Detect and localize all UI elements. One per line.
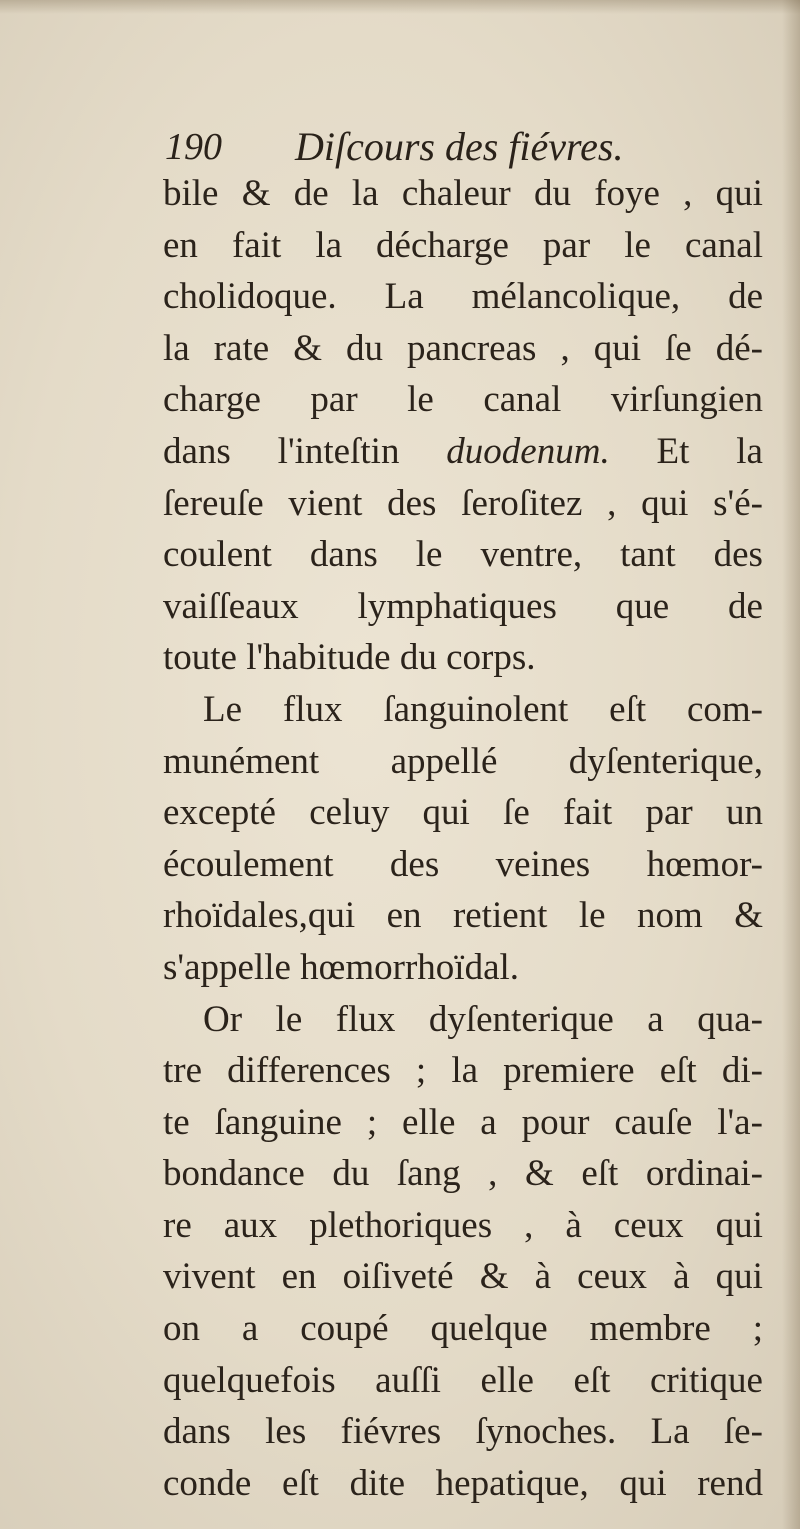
word: écoulement	[163, 843, 334, 885]
word: en	[386, 895, 422, 937]
word: ,	[524, 1204, 534, 1246]
word: flux	[335, 998, 396, 1040]
word: ;	[366, 1101, 378, 1143]
word: dite	[349, 1462, 406, 1504]
word: &	[524, 1153, 554, 1195]
text-line	[163, 478, 763, 530]
word: mélancolique,	[471, 276, 681, 318]
word: di-	[721, 1050, 763, 1092]
text-line	[163, 787, 763, 839]
word: te	[163, 1101, 190, 1143]
word: dans	[309, 534, 378, 576]
word: que	[615, 585, 670, 627]
word: par	[542, 224, 591, 266]
word: en	[163, 224, 198, 266]
word: elle	[480, 1359, 534, 1401]
word: du	[345, 327, 383, 369]
word: aux	[223, 1204, 278, 1246]
word: qui	[715, 1256, 763, 1298]
word: retient	[452, 895, 548, 937]
word: membre	[589, 1308, 711, 1350]
word: &	[293, 327, 322, 369]
word: ſanguinolent	[383, 688, 569, 730]
text-line	[163, 220, 763, 272]
word: qui	[619, 1462, 667, 1504]
word: bondance	[163, 1153, 305, 1195]
text-line	[163, 1406, 763, 1458]
word: a	[647, 998, 664, 1040]
word: eſt	[281, 1462, 319, 1504]
word: on	[163, 1308, 200, 1350]
word: &	[241, 173, 271, 214]
word: fiévres	[340, 1411, 442, 1453]
word: La	[384, 276, 424, 318]
text-line	[163, 1251, 763, 1303]
word: des	[387, 482, 437, 524]
word: cauſe	[614, 1101, 693, 1143]
word: le	[407, 379, 434, 421]
word: l'a-	[717, 1101, 763, 1143]
word: s'appelle	[163, 946, 301, 988]
word: à	[565, 1204, 582, 1246]
word: fait	[562, 792, 613, 834]
word: &	[734, 895, 763, 937]
word: cholidoque.	[163, 276, 337, 318]
text-line	[163, 374, 763, 426]
word: ſang	[396, 1153, 461, 1195]
word: canal	[684, 224, 763, 266]
word: virſungien	[610, 379, 763, 421]
word: re	[163, 1204, 192, 1246]
text-line	[163, 1097, 763, 1149]
word: premiere	[503, 1050, 635, 1092]
word: s'é-	[713, 482, 763, 524]
word: la	[315, 224, 343, 266]
word: fait	[231, 224, 282, 266]
word: rhoïdales,qui	[163, 895, 356, 937]
word: ſanguine	[214, 1101, 342, 1143]
word: quelquefois	[163, 1359, 336, 1401]
word: quelque	[430, 1308, 548, 1350]
word: dans	[163, 1411, 231, 1453]
word: en	[281, 1256, 317, 1298]
word: Le	[203, 688, 243, 730]
word: vaiſſeaux	[163, 585, 299, 627]
word: le	[624, 224, 651, 266]
word: hœmorrhoïdal.	[300, 946, 520, 988]
word: dé-	[715, 327, 763, 369]
word: auſſi	[375, 1359, 441, 1401]
word: le	[275, 998, 303, 1040]
word: rend	[697, 1462, 763, 1504]
word: qui	[715, 1204, 763, 1246]
word: conde	[163, 1462, 252, 1504]
word: &	[479, 1256, 509, 1298]
body-text	[163, 168, 763, 1509]
word: des	[713, 534, 763, 576]
word: à	[534, 1256, 552, 1298]
text-line	[163, 271, 763, 323]
word: Et	[656, 430, 690, 472]
word: l'habitude	[246, 637, 400, 679]
word: qui	[593, 327, 641, 369]
word: flux	[282, 688, 343, 730]
word: eſt	[659, 1050, 697, 1092]
word: ;	[752, 1308, 763, 1350]
page-header	[165, 122, 765, 172]
word: ;	[415, 1050, 427, 1092]
text-line	[163, 426, 763, 478]
word: toute	[163, 637, 247, 679]
word: celuy	[309, 792, 390, 834]
word: hepatique,	[435, 1462, 589, 1504]
word: bile	[163, 173, 219, 214]
word: ſeroſitez	[461, 482, 583, 524]
text-line	[163, 839, 763, 891]
page-edge-shadow	[782, 0, 800, 1529]
text-line	[163, 1303, 763, 1355]
running-title: Diſcours des fiévres.	[295, 124, 624, 169]
page-top-shadow	[0, 0, 800, 14]
word: du	[332, 1153, 370, 1195]
word: le	[578, 895, 606, 937]
word: Or	[203, 998, 243, 1040]
word: ordinai-	[645, 1153, 763, 1195]
word: dyſenterique,	[568, 740, 763, 782]
text-line	[163, 529, 763, 581]
word: vient	[288, 482, 363, 524]
word: un	[725, 792, 763, 834]
word: coupé	[300, 1308, 389, 1350]
word: la	[451, 1050, 479, 1092]
word: ſe	[665, 327, 692, 369]
text-line	[163, 890, 763, 942]
word: de	[728, 585, 763, 627]
word: ſynoches.	[475, 1411, 617, 1453]
word: ceux	[577, 1256, 648, 1298]
word: dans	[163, 430, 231, 472]
word: vivent	[163, 1256, 256, 1298]
word: du	[533, 173, 571, 214]
word: differences	[227, 1050, 391, 1092]
text-line	[163, 581, 763, 633]
word: rate	[213, 327, 270, 369]
word: charge	[163, 379, 261, 421]
text-line	[163, 168, 763, 220]
word: foye	[594, 173, 660, 214]
text-line	[163, 323, 763, 375]
word: ſe-	[723, 1411, 763, 1453]
word: corps.	[446, 637, 536, 679]
text-line	[163, 684, 763, 736]
word: les	[265, 1411, 307, 1453]
word: ventre,	[480, 534, 583, 576]
text-line	[163, 942, 763, 994]
word: munément	[163, 740, 320, 782]
word: ,	[683, 173, 693, 214]
word: du	[399, 637, 447, 679]
text-line	[163, 632, 763, 684]
word: par	[645, 792, 693, 834]
word: tant	[620, 534, 676, 576]
word: hœmor-	[646, 843, 763, 885]
word: dyſenterique	[428, 998, 614, 1040]
word: tre	[163, 1050, 203, 1092]
word: eſt	[609, 688, 647, 730]
word: duodenum.	[446, 430, 610, 472]
word: veines	[495, 843, 591, 885]
page-number: 190	[165, 126, 222, 168]
word: a	[241, 1308, 259, 1350]
word: ,	[607, 482, 617, 524]
word: ceux	[613, 1204, 684, 1246]
word: La	[650, 1411, 690, 1453]
word: canal	[483, 379, 562, 421]
text-line	[163, 1045, 763, 1097]
word: pour	[521, 1101, 590, 1143]
word: ſereuſe	[163, 482, 264, 524]
word: chaleur	[401, 173, 511, 214]
word: qui	[422, 792, 470, 834]
word: la	[351, 173, 379, 214]
word: eſt	[573, 1359, 611, 1401]
word: coulent	[163, 534, 272, 576]
word: de	[293, 173, 329, 214]
word: décharge	[376, 224, 509, 266]
word: ,	[488, 1153, 498, 1195]
text-line	[163, 1148, 763, 1200]
word: critique	[649, 1359, 763, 1401]
text-line	[163, 994, 763, 1046]
text-line	[163, 736, 763, 788]
word: oiſiveté	[342, 1256, 454, 1298]
word: eſt	[581, 1153, 619, 1195]
word: la	[163, 327, 190, 369]
text-line	[163, 1200, 763, 1252]
word: qui	[641, 482, 689, 524]
word: com-	[686, 688, 763, 730]
word: par	[310, 379, 358, 421]
word: de	[728, 276, 763, 318]
word: pancreas	[407, 327, 537, 369]
word: lymphatiques	[357, 585, 557, 627]
word: a	[480, 1101, 497, 1143]
word: la	[736, 430, 763, 472]
word: ,	[560, 327, 570, 369]
word: appellé	[390, 740, 498, 782]
text-line	[163, 1458, 763, 1510]
word: des	[389, 843, 440, 885]
word: à	[673, 1256, 690, 1298]
word: elle	[402, 1101, 456, 1143]
word: qui	[715, 173, 763, 214]
text-line	[163, 1355, 763, 1407]
word: qua-	[697, 998, 763, 1040]
word: plethoriques	[309, 1204, 493, 1246]
word: le	[415, 534, 443, 576]
word: l'inteſtin	[277, 430, 400, 472]
word: nom	[637, 895, 703, 937]
word: ſe	[503, 792, 530, 834]
word: excepté	[163, 792, 276, 834]
